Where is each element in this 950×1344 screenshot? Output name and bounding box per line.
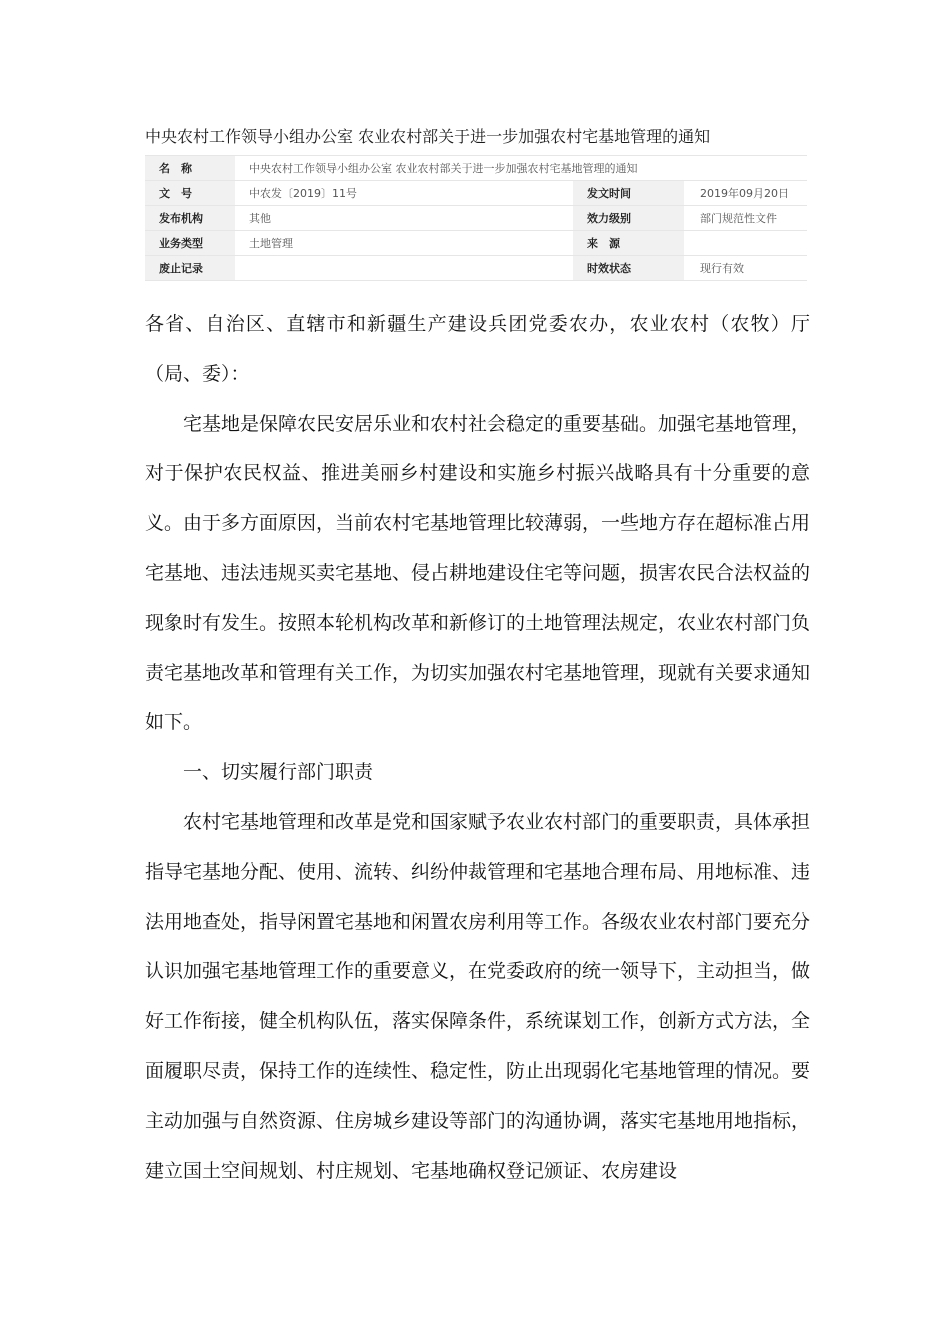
- type-label: 业务类型: [145, 231, 235, 256]
- status-label: 时效状态: [573, 256, 684, 281]
- status-value: 现行有效: [684, 256, 807, 281]
- issuer-value: 其他: [235, 206, 573, 231]
- metadata-table: [145, 155, 807, 281]
- source-label: 来 源: [573, 231, 684, 256]
- name-label: 名 称: [145, 156, 235, 181]
- metadata-row-type: [145, 231, 807, 256]
- repeal-label: 废止记录: [145, 256, 235, 281]
- date-label: 发文时间: [573, 181, 684, 206]
- document-title: 中央农村工作领导小组办公室 农业农村部关于进一步加强农村宅基地管理的通知: [145, 127, 711, 146]
- date-value: 2019年09月20日: [684, 181, 807, 206]
- paragraph-1: 宅基地是保障农民安居乐业和农村社会稳定的重要基础。加强宅基地管理，对于保护农民权益、推进美丽乡村建设和实施乡村振兴战略具有十分重要的意义。由于多方面原因，当前农村宅基地管理比较薄弱，一些地方存在超标准占用宅基地、违法违规买卖宅基地、侵占耕地建设住宅等问题，损害农民合法权益的现象时有发生。按照本轮机构改革和新修订的土地管理法规定，农业农村部门负责宅基地改革和管理有关工作，为切实加强农村宅基地管理，现就有关要求通知如下。: [145, 412, 811, 734]
- metadata-row-repeal: [145, 256, 807, 281]
- name-value: 中央农村工作领导小组办公室 农业农村部关于进一步加强农村宅基地管理的通知: [235, 156, 807, 181]
- issuer-label: 发布机构: [145, 206, 235, 231]
- level-label: 效力级别: [573, 206, 684, 231]
- salutation: 各省、自治区、直辖市和新疆生产建设兵团党委农办，农业农村（农牧）厅（局、委）：: [145, 313, 810, 385]
- type-value: 土地管理: [235, 231, 573, 256]
- level-value: 部门规范性文件: [684, 206, 807, 231]
- repeal-value: [235, 256, 573, 281]
- metadata-row-issuer: [145, 206, 807, 231]
- paragraph-2: 农村宅基地管理和改革是党和国家赋予农业农村部门的重要职责，具体承担指导宅基地分配、使用、流转、纠纷仲裁管理和宅基地合理布局、用地标准、违法用地查处，指导闲置宅基地和闲置农房利用等工作。各级农业农村部门要充分认识加强宅基地管理工作的重要意义，在党委政府的统一领导下，主动担当，做好工作衔接，健全机构队伍，落实保障条件，系统谋划工作，创新方式方法，全面履职尽责，保持工作的连续性、稳定性，防止出现弱化宅基地管理的情况。要主动加强与自然资源、住房城乡建设等部门的沟通协调，落实宅基地用地指标，建立国土空间规划、村庄规划、宅基地确权登记颁证、农房建设: [145, 810, 811, 1182]
- section-heading-1: 一、切实履行部门职责: [183, 761, 374, 784]
- docno-label: 文 号: [145, 181, 235, 206]
- metadata-row-docno: [145, 181, 807, 206]
- metadata-row-name: [145, 156, 807, 181]
- document-body: [145, 300, 810, 1196]
- docno-value: 中农发〔2019〕11号: [235, 181, 573, 206]
- source-value: [684, 231, 807, 256]
